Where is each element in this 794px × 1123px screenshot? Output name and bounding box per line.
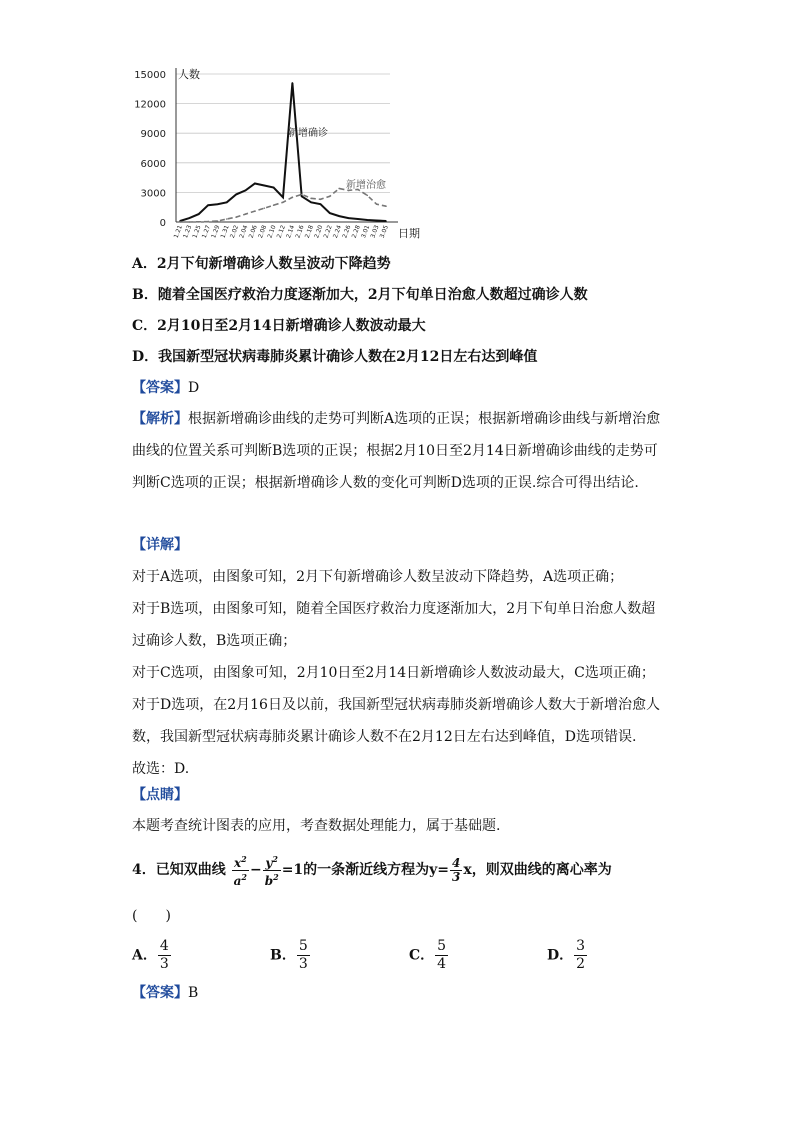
x-tick-label: 3.05 <box>378 224 390 240</box>
point-new-confirmed <box>254 183 256 185</box>
question-4: 4．已知双曲线 $\frac{x^2}{a^2}$ − $\frac{y^2}{b^2}$ =1的一条渐近线方程为y= $\frac{4}{3}$ x，则双曲线的离心率为 <box>132 853 612 888</box>
comment-tag: 【点睛】 <box>132 787 188 803</box>
detail-line: 对于C选项，由图象可知，2月10日至2月14日新增确诊人数波动最大，C选项正确； <box>132 665 655 681</box>
x-tick-label: 1.31 <box>219 224 231 240</box>
x-tick-label: 2.22 <box>322 224 334 240</box>
q4-answer-tag: 【答案】 <box>132 985 188 1001</box>
point-new-recovered <box>329 196 331 198</box>
point-new-recovered <box>226 218 228 220</box>
point-new-recovered <box>207 221 209 223</box>
q4-middle: =1的一条渐近线方程为y= <box>281 862 450 878</box>
x-tick-label: 3.03 <box>369 224 381 240</box>
point-new-confirmed <box>207 204 209 206</box>
point-new-confirmed <box>366 219 368 221</box>
x-tick-label: 2.12 <box>275 224 287 240</box>
point-new-recovered <box>198 221 200 223</box>
q4-option-c: C． $\frac{5}{4}$ <box>409 938 447 972</box>
point-new-confirmed <box>245 190 247 192</box>
x-tick-label: 2.28 <box>350 224 362 240</box>
y-tick-label: 3000 <box>140 188 166 200</box>
option-d: D．我国新型冠状病毒肺炎累计确诊人数在2月12日左右达到峰值 <box>132 349 538 365</box>
analysis-tag: 【解析】 <box>132 411 188 427</box>
point-new-recovered <box>292 197 294 199</box>
answer-line <box>132 378 199 398</box>
answer-tag: 【答案】 <box>132 380 188 396</box>
x-tick-label: 2.08 <box>257 224 269 240</box>
point-new-recovered <box>235 216 237 218</box>
point-new-confirmed <box>273 187 275 189</box>
point-new-recovered <box>254 210 256 212</box>
q4-answer-line <box>132 983 198 1003</box>
q4-option-d: D． $\frac{3}{2}$ <box>547 938 586 972</box>
detail-line: 故选：D. <box>132 761 190 777</box>
point-new-confirmed <box>310 201 312 203</box>
q4-answer-value: B <box>188 985 199 1001</box>
point-new-confirmed <box>376 220 378 222</box>
point-new-recovered <box>310 198 312 200</box>
x-tick-label: 1.29 <box>210 224 222 240</box>
detail-line: 对于B选项，由图象可知，随着全国医疗救治力度逐渐加大，2月下旬单日治愈人数超过确诊人数，B选项正确； <box>132 601 656 649</box>
x-tick-label: 2.16 <box>294 224 306 240</box>
point-new-confirmed <box>235 194 237 196</box>
x-tick-label: 1.27 <box>200 224 212 240</box>
point-new-recovered <box>301 194 303 196</box>
point-new-confirmed <box>226 201 228 203</box>
point-new-confirmed <box>217 203 219 205</box>
answer-value: D <box>188 380 200 396</box>
point-new-recovered <box>282 201 284 203</box>
detail-paragraph <box>132 561 662 785</box>
detail-line: 对于D选项，在2月16日及以前，我国新型冠状病毒肺炎新增确诊人数大于新增治愈人数，我国新型冠状病毒肺炎累计确诊人数不在2月12日左右达到峰值，D选项错误. <box>132 697 660 745</box>
asymptote-slope: $\frac{4}{3}$ <box>452 855 461 884</box>
q4-paren: ( ) <box>132 908 171 924</box>
x-tick-label: 2.02 <box>228 224 241 240</box>
point-new-recovered <box>179 221 181 223</box>
analysis-text: 根据新增确诊曲线的走势可判断A选项的正误；根据新增确诊曲线与新增治愈曲线的位置关系可判断B选项的正误；根据2月10日至2月14日新增确诊曲线的走势可判断C选项的正误；根据新增确诊人数的变化可判断D选项的正误.综合可得出结论. <box>132 411 661 491</box>
x-tick-label: 2.20 <box>313 224 325 240</box>
series-label: 新增确诊 <box>288 128 328 139</box>
q4-option-a: A． $\frac{4}{3}$ <box>132 938 169 972</box>
point-new-recovered <box>189 221 191 223</box>
detail-tag: 【详解】 <box>132 537 188 553</box>
point-new-recovered <box>320 199 322 201</box>
point-new-confirmed <box>282 197 284 199</box>
point-new-recovered <box>338 188 340 190</box>
point-new-confirmed <box>329 212 331 214</box>
point-new-recovered <box>245 213 247 215</box>
point-new-recovered <box>263 207 265 209</box>
x-tick-label: 1.21 <box>172 224 184 240</box>
x-axis-label: 日期 <box>398 227 420 240</box>
series-label: 新增治愈 <box>346 180 386 191</box>
q4-suffix: x，则双曲线的离心率为 <box>463 862 612 878</box>
y-tick-label: 9000 <box>140 129 166 141</box>
analysis-paragraph <box>132 403 662 499</box>
point-new-recovered <box>217 220 219 222</box>
x-tick-label: 1.25 <box>191 224 203 240</box>
q4-option-b: B． $\frac{5}{3}$ <box>270 938 308 972</box>
option-c: C．2月10日至2月14日新增确诊人数波动最大 <box>132 318 426 334</box>
y-tick-label: 6000 <box>140 158 166 170</box>
point-new-confirmed <box>348 217 350 219</box>
point-new-recovered <box>366 195 368 197</box>
x-tick-label: 1.23 <box>182 224 194 240</box>
x-tick-label: 2.26 <box>341 224 353 240</box>
point-new-confirmed <box>189 217 191 219</box>
hyperbola-y-term: $\frac{y^2}{b^2}$ <box>264 853 279 888</box>
point-new-confirmed <box>385 220 387 222</box>
point-new-confirmed <box>198 213 200 215</box>
option-a: A．2月下旬新增确诊人数呈波动下降趋势 <box>132 256 391 272</box>
point-new-recovered <box>385 205 387 207</box>
hyperbola-x-term: $\frac{x^2}{a^2}$ <box>233 853 247 888</box>
y-tick-label: 15000 <box>134 70 166 81</box>
point-new-recovered <box>376 203 378 205</box>
x-tick-label: 2.18 <box>303 224 315 240</box>
point-new-confirmed <box>338 215 340 217</box>
x-tick-label: 2.10 <box>266 224 278 240</box>
point-new-confirmed <box>357 218 359 220</box>
option-b: B．随着全国医疗救治力度逐渐加大，2月下旬单日治愈人数超过确诊人数 <box>132 287 588 303</box>
q4-prefix: 4．已知双曲线 <box>132 862 226 878</box>
x-tick-label: 2.06 <box>247 224 259 240</box>
point-new-confirmed <box>263 185 265 187</box>
x-tick-label: 2.24 <box>331 224 344 240</box>
x-tick-label: 2.14 <box>285 224 297 240</box>
comment-text: 本题考查统计图表的应用，考查数据处理能力，属于基础题. <box>132 818 501 834</box>
x-tick-label: 3.01 <box>360 224 372 240</box>
y-axis-label: 人数 <box>178 68 200 81</box>
point-new-confirmed <box>301 196 303 198</box>
epidemic-line-chart <box>128 62 428 240</box>
y-tick-label: 0 <box>159 218 166 229</box>
point-new-recovered <box>273 204 275 206</box>
detail-line: 对于A选项，由图象可知，2月下旬新增确诊人数呈波动下降趋势，A选项正确； <box>132 569 624 585</box>
point-new-confirmed <box>292 82 294 84</box>
x-tick-label: 2.04 <box>238 224 250 240</box>
point-new-confirmed <box>320 203 322 205</box>
y-tick-label: 12000 <box>134 99 166 111</box>
